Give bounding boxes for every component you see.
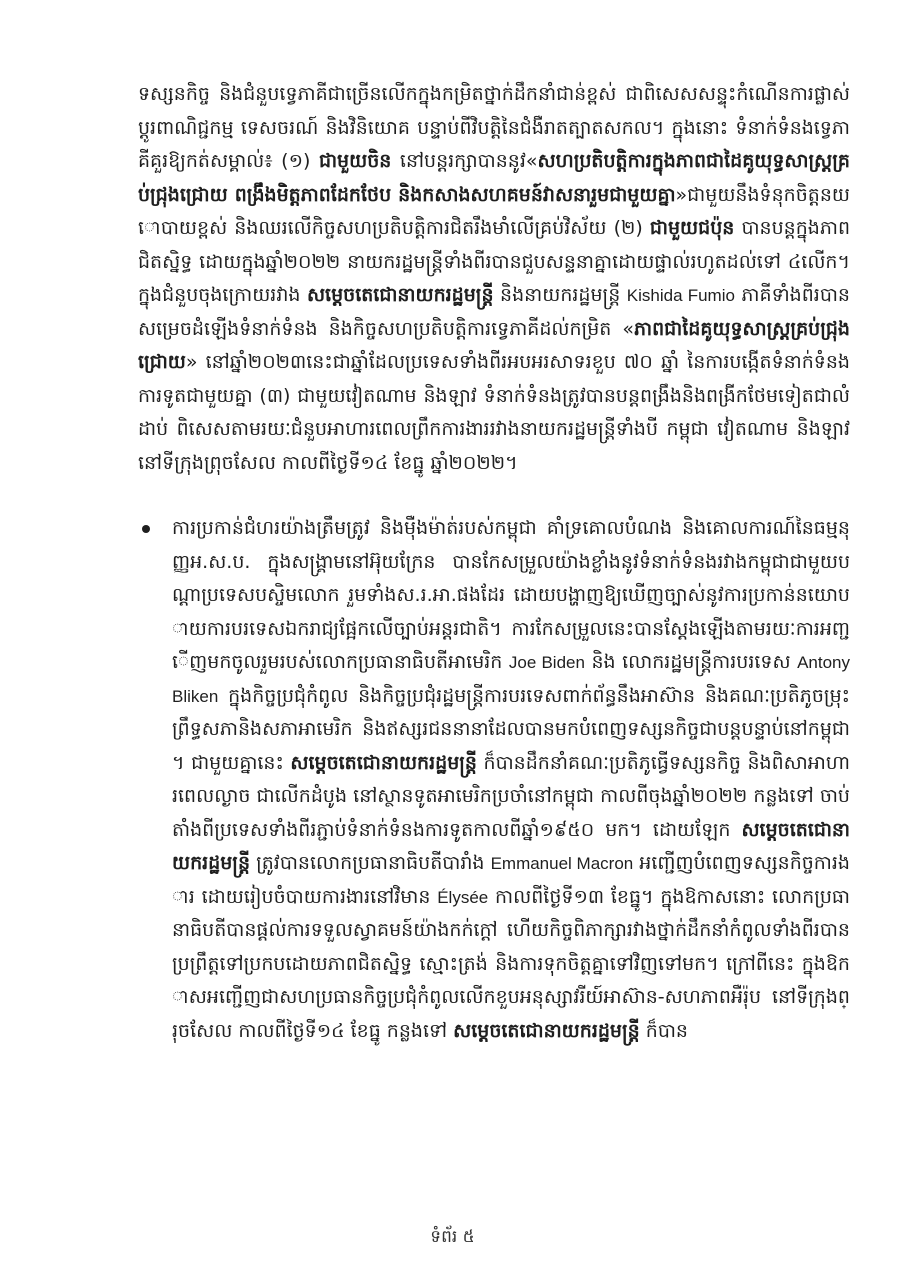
text-run: កាលពីថ្ងៃទី១៣ ខែធ្នូ។ ក្នុងឱកាសនោះ លោកប្រធានាធិបតីបានផ្តល់ការទទួលស្វាគមន៍យ៉ាងកក់ក្តៅ ហើយកិច្ចពិភាក្សារវាងថ្នាក់ដឹកនាំកំពូលទាំងពីរបានប្រព្រឹត្តទៅប្រកបដោយភាពជិតស្និទ្ធ ស្មោះត្រង់ និងការទុកចិត្តគ្នាទៅវិញទៅមក។ ក្រៅពីនេះ ក្នុងឱកាសអញ្ជើញជាសហប្រធានកិច្ចប្រជុំកំពូលលើកខួបអនុស្សាវរីយ៍អាស៊ាន-សហភាពអឺរ៉ុប នៅទីក្រុងព្រុចសែល កាលពីថ្ងៃទី១៤ ខែធ្នូ កន្លងទៅ: [172, 885, 851, 1042]
text-run: ក៏បានដឹកនាំគណៈប្រតិភូធ្វើទស្សនកិច្ច និងពិសាអាហារពេលល្ងាច ជាលើកដំបូង នៅស្ថានទូតអាមេរិកប្រចាំនៅកម្ពុជា កាលពីចុងឆ្នាំ២០២២ កន្លងទៅ ចាប់តាំងពីប្រទេសទាំងពីរភ្ជាប់ទំនាក់ទំនងការទូតកាលពីឆ្នាំ១៩៥០ មក។ ដោយឡែក: [172, 751, 850, 841]
paragraph-bilateral-relations: [138, 78, 850, 480]
latin-name-elysee: Élysée: [437, 887, 489, 907]
bold-text-japan: ជាមួយជប៉ុន: [649, 217, 735, 239]
text-run: ទស្សនកិច្ច និងជំនួបទ្វេភាគីជាច្រើនលើកក្នុងកម្រិតថ្នាក់ដឹកនាំជាន់ខ្ពស់ ជាពិសេសសន្ទុះកំណើនការផ្លាស់ប្ដូរពាណិជ្ជកម្ម ទេសចរណ៍ និងវិនិយោគ បន្ទាប់ពីវិបត្តិនៃជំងឺរាតត្បាតសកល។ ក្នុងនោះ ទំនាក់ទំនងទ្វេភាគីគួរឱ្យកត់សម្គាល់៖ (១): [138, 83, 850, 172]
latin-name-biden: Joe Biden: [508, 653, 585, 672]
text-run: ការប្រកាន់ជំហរយ៉ាងត្រឹមត្រូវ និងម៉ឺងម៉ាត់របស់កម្ពុជា គាំទ្រគោលបំណង និងគោលការណ៍នៃធម្មនុញ្ញអ.ស.ប. ក្នុងសង្គ្រាមនៅអ៊ុយក្រែន បានកែសម្រួលយ៉ាងខ្លាំងនូវទំនាក់ទំនងរវាងកម្ពុជាជាមួយបណ្តាប្រទេសបស្ចិមលោក រួមទាំងស.រ.អា.ផងដែរ ដោយបង្ហាញឱ្យឃើញច្បាស់នូវការប្រកាន់នយោបាយការបរទេសឯករាជ្យផ្អែកលើច្បាប់អន្តរជាតិ។ ការកែសម្រួលនេះបានស្តែងឡើងតាមរយៈការអញ្ជើញមកចូលរួមរបស់លោកប្រធានាធិបតីអាមេរិក: [172, 517, 850, 673]
bold-text-prime-minister: សម្តេចតេជោនាយករដ្ឋមន្ត្រី: [290, 751, 477, 774]
latin-name-kishida: Kishida Fumio: [626, 286, 735, 305]
text-run: ត្រូវបានលោកប្រធានាធិបតីបារាំង: [250, 852, 491, 874]
bold-text-prime-minister: សម្តេចតេជោនាយករដ្ឋមន្ត្រី: [172, 818, 850, 874]
bullet-item: [138, 512, 850, 1048]
text-run: ក្នុងកិច្ចប្រជុំកំពូល និងកិច្ចប្រជុំរដ្ឋមន្ត្រីការបរទេសពាក់ព័ន្ធនឹងអាស៊ាន និងគណៈប្រតិភូចម្រុះព្រឹទ្ធសភានិងសភាអាមេរិក និងឥស្សរជននានាដែលបានមកបំពេញទស្សនកិច្ចជាបន្តបន្ទាប់នៅកម្ពុជា។ ជាមួយគ្នានេះ: [172, 684, 850, 774]
text-run: ក៏បាន: [639, 1019, 688, 1042]
text-run: » នៅឆ្នាំ២០២៣នេះជាឆ្នាំដែលប្រទេសទាំងពីរអបអរសាទរខួប ៧០ ឆ្នាំ នៃការបង្កើតទំនាក់ទំនងការទូតជាមួយគ្នា (៣) ជាមួយវៀតណាម និងឡាវ ទំនាក់ទំនងត្រូវបានបន្តពង្រឹងនិងពង្រីកថែមទៀតជាលំដាប់ ពិសេសតាមរយៈជំនួបអាហារពេលព្រឹកការងាររវាងនាយករដ្ឋមន្ត្រីទាំងបី កម្ពុជា វៀតណាម និងឡាវ នៅទីក្រុងព្រុចសែល កាលពីថ្ងៃទី១៤ ខែធ្នូ ឆ្នាំ២០២២។: [138, 351, 850, 474]
bold-text-partnership: សហប្រតិបត្តិការក្នុងភាពជាដៃគូយុទ្ធសាស្ត្រគ្រប់ជ្រុងជ្រោយ ពង្រឹងមិត្តភាពដែកថែប និងកសាងសហគមន៍វាសនារួមជាមួយគ្នា: [138, 150, 850, 206]
paragraph-western-relations: [172, 512, 850, 1048]
text-run: នៅបន្ដរក្សាបាននូវ«: [391, 150, 538, 172]
bold-text-china: ជាមួយចិន: [318, 150, 392, 172]
text-run: បានបន្តក្នុងភាពជិតស្និទ្ធ ដោយក្នុងឆ្នាំ២០២២ នាយករដ្ឋមន្ត្រីទាំងពីរបានជួបសន្ទនាគ្នាដោយផ្ទាល់រហូតដល់ទៅ ៤លើក។ ក្នុងជំនួបចុងក្រោយរវាង: [138, 217, 850, 306]
text-run: »ជាមួយនឹងទំនុកចិត្តនយោបាយខ្ពស់ និងឈរលើកិច្ចសហប្រតិបត្តិការជិតរឹងមាំលើគ្រប់វិស័យ (២): [138, 183, 850, 239]
bold-text-prime-minister: សម្តេចតេជោនាយករដ្ឋមន្ត្រី: [453, 1019, 640, 1042]
text-run: ភាគីទាំងពីរបានសម្រេចដំឡើងទំនាក់ទំនង និងកិច្ចសហប្រតិបត្តិការទ្វេភាគីដល់កម្រិត «: [138, 284, 850, 340]
latin-name-macron: Emmanuel Macron: [490, 854, 634, 873]
page-number: ទំព័រ ៥: [430, 1227, 475, 1247]
text-run: និង លោករដ្ឋមន្ត្រីការបរទេស: [584, 651, 798, 673]
page-body: [138, 78, 850, 1048]
latin-name-bliken: Antony Bliken: [172, 653, 850, 706]
bold-text-prime-minister: សម្តេចតេជោនាយករដ្ឋមន្ត្រី: [306, 284, 494, 306]
text-run: និងនាយករដ្ឋមន្ត្រី: [493, 284, 627, 306]
bullet-icon: [142, 525, 150, 533]
text-run: អញ្ជើញបំពេញទស្សនកិច្ចការងារ ដោយរៀបចំបាយការងារនៅវិមាន: [172, 852, 850, 908]
bold-text-strategic-partnership: ភាពជាដៃគូយុទ្ធសាស្ត្រគ្រប់ជ្រុងជ្រោយ: [138, 317, 850, 373]
